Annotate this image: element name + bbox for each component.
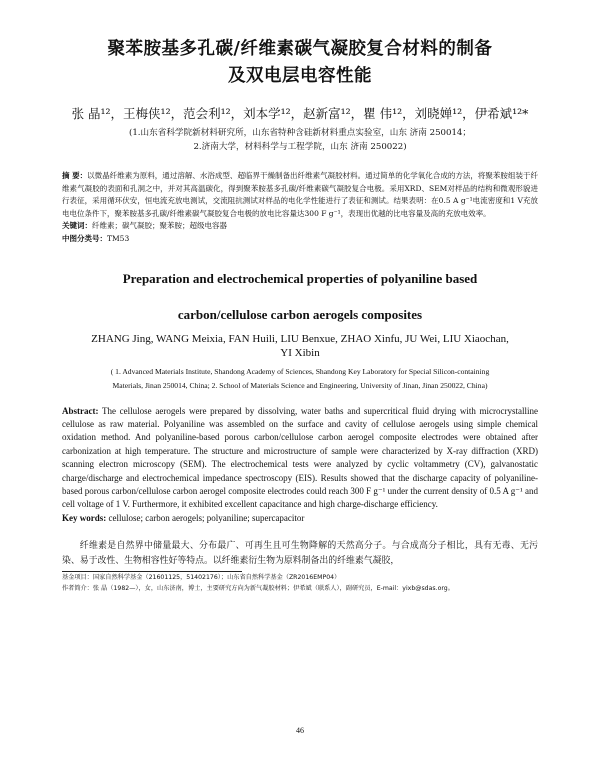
chinese-title-line-2: 及双电层电容性能 <box>228 66 372 86</box>
english-affiliation-1: ( 1. Advanced Materials Institute, Shandong Academy of Sciences, Shandong Key Laboratory for Special Silicon-containing <box>110 366 490 376</box>
chinese-clc-label: 中图分类号： <box>62 233 107 243</box>
chinese-abstract-text: 以微晶纤维素为原料，通过溶解、水浴成型、超临界干燥制备出纤维素气凝胶材料。通过简单的化学氧化合成的方法，将聚苯胺组装于纤维素气凝胶的表面和孔洞之中，并对其高温碳化，得到聚苯胺基多孔碳/纤维素碳气凝胶复合电极。采用XRD、SEM对样品的结构和微观形貌进行表征，采用循环伏安，恒电流充放电测试，交流阻抗测试对样品的电化学性能进行了表征和测试。结果表明：在0.5 A g⁻¹电流密度和1 V充放电电位条件下，聚苯胺基多孔碳/纤维素碳气凝胶复合电极的放电比容量达300 F g⁻¹，表现出优越的比电容量及高的充放电效率。 <box>62 171 538 218</box>
body-paragraph: 纤维素是自然界中储量最大、分布最广、可再生且可生物降解的天然高分子。与合成高分子相比，具有无毒、无污染、易于改性、生物相容性好等特点。以纤维素衍生物为原料制备出的纤维素气凝胶， <box>62 541 538 567</box>
english-abstract-label: Abstract: <box>62 405 99 416</box>
chinese-keywords <box>62 220 538 233</box>
chinese-keywords-text: 纤维素；碳气凝胶；聚苯胺；超级电容器 <box>92 221 227 231</box>
footnote-author: 作者简介：张 晶（1982—），女，山东济南，博士，主要研究方向为新气凝胶材料；伊希斌（联系人），副研究员，E-mail：yixb@sdas.org。 <box>62 585 454 593</box>
chinese-title <box>62 36 538 90</box>
chinese-affiliation-2: 2.济南大学，材料科学与工程学院，山东 济南 250022) <box>193 142 407 152</box>
chinese-clc <box>62 233 538 246</box>
english-title-line-1: Preparation and electrochemical properties of polyaniline based <box>122 270 478 286</box>
chinese-title-line-1: 聚苯胺基多孔碳/纤维素碳气凝胶复合材料的制备 <box>107 39 493 59</box>
english-affiliations <box>62 365 538 393</box>
chinese-clc-text: TM53 <box>107 233 130 243</box>
chinese-abstract <box>62 170 538 220</box>
chinese-authors: 张 晶¹²，王梅侠¹²，范会利¹²，刘本学¹²，赵新富¹²，瞿 伟¹²，刘晓婵¹²，伊希斌¹²* <box>71 106 529 121</box>
chinese-keywords-label: 关键词： <box>62 221 92 231</box>
english-title-line-2: carbon/cellulose carbon aerogels composites <box>177 306 423 322</box>
chinese-affiliations <box>62 126 538 154</box>
english-abstract <box>62 405 538 512</box>
chinese-abstract-label: 摘 要： <box>62 171 88 180</box>
english-authors-line-2: YI Xibin <box>280 346 320 359</box>
english-authors-line-1: ZHANG Jing, WANG Meixia, FAN Huili, LIU Benxue, ZHAO Xinfu, JU Wei, LIU Xiaochan, <box>91 332 509 345</box>
english-authors <box>62 332 538 360</box>
english-keywords-text: cellulose; carbon aerogels; polyaniline; supercapacitor <box>108 512 305 523</box>
chinese-affiliation-1: (1.山东省科学院新材料研究所，山东省特种含硅新材料重点实验室，山东 济南 250014； <box>128 128 471 138</box>
footnote-fund: 基金项目：国家自然科学基金（21601125，51402176）；山东省自然科学基金（ZR2016EMP04） <box>62 574 341 582</box>
english-keywords <box>62 512 538 525</box>
english-keywords-label: Key words: <box>62 512 107 523</box>
page-number: 46 <box>296 726 304 735</box>
english-abstract-text: The cellulose aerogels were prepared by dissolving, water baths and supercritical fluid drying with microcrystalline cellulose as raw material. Polyaniline was assembled on the surface and cavity of cellulose aerogels using simple chemical oxidation method. And polyaniline-based porous carbon/cellulose carbon aerogel composite electrodes were obtained after carbonization at high temperature. The structure and microstructure of sample were characterized by X-ray diffraction (XRD) scanning electron microscopy (SEM). The electrochemical tests were analyzed by cyclic voltammetry (CV), galvanostatic charge/discharge and electrochemical impedance spectroscopy (EIS). Results showed that the discharge capacity of polyaniline-based porous carbon/cellulose carbon aerogel composite electrodes could reach 300 F g⁻¹ under the current density of 0.5 A g⁻¹ and cell voltage of 1 V. Furthermore, it exhibited excellent capacitance and high charge-discharge efficiency. <box>62 405 538 510</box>
english-affiliation-2: Materials, Jinan 250014, China; 2. School of Materials Science and Engineering, University of Jinan, Jinan 250022, China) <box>112 380 488 390</box>
